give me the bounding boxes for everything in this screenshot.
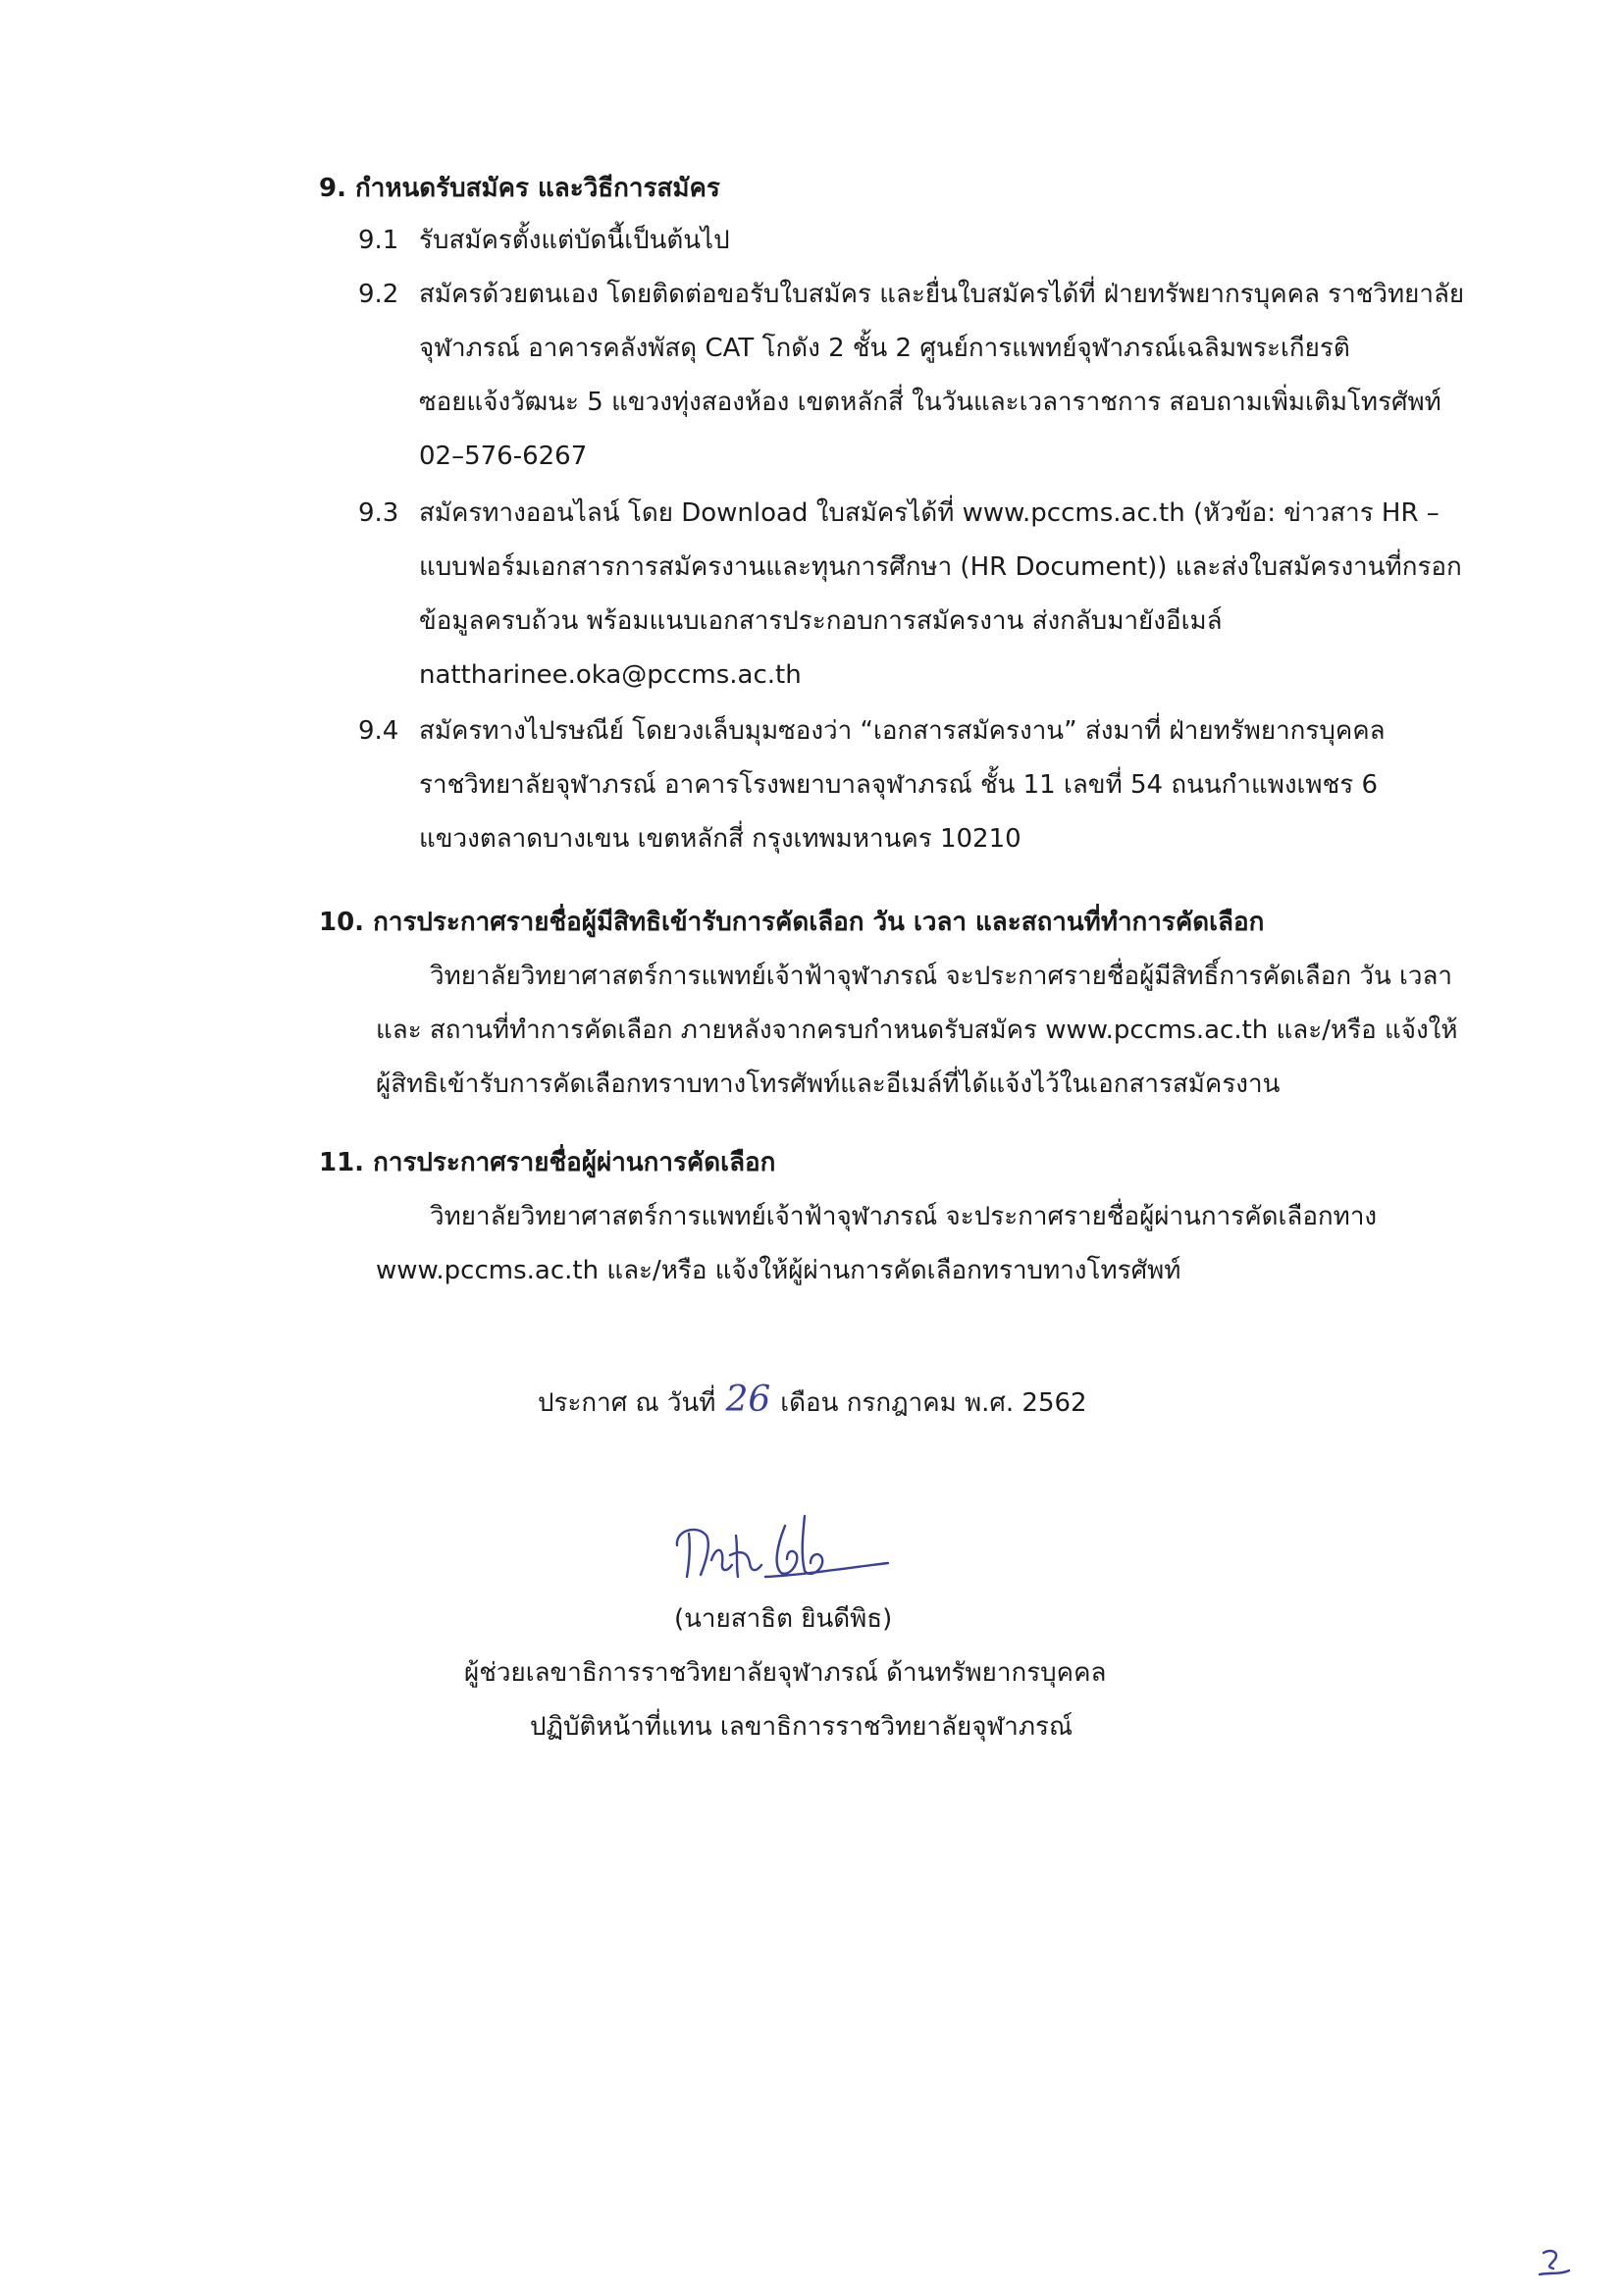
item-9-4-line-3: แขวงตลาดบางเขน เขตหลักสี่ กรุงเทพมหานคร 10210 [419, 824, 1021, 854]
section-10-line-1: วิทยาลัยวิทยาศาสตร์การแพทย์เจ้าฟ้าจุฬาภรณ์ จะประกาศรายชื่อผู้มีสิทธิ์การคัดเลือก วัน เวลา [430, 962, 1453, 991]
item-9-3-line-3: ข้อมูลครบถ้วน พร้อมแนบเอกสารประกอบการสมัครงาน ส่งกลับมายังอีเมล์ [419, 606, 1223, 636]
section-10-heading: 10. การประกาศรายชื่อผู้มีสิทธิเข้ารับการคัดเลือก วัน เวลา และสถานที่ทำการคัดเลือก [319, 908, 1265, 937]
item-9-2-line-2: จุฬาภรณ์ อาคารคลังพัสดุ CAT โกดัง 2 ชั้น 2 ศูนย์การแพทย์จุฬาภรณ์เฉลิมพระเกียรติ [419, 334, 1350, 363]
item-9-3-number: 9.3 [358, 498, 399, 528]
section-11-line-2: www.pccms.ac.th และ/หรือ แจ้งให้ผู้ผ่านการคัดเลือกทราบทางโทรศัพท์ [376, 1256, 1181, 1285]
handwritten-initial-mark [1536, 2245, 1575, 2280]
item-9-4-line-1: สมัครทางไปรษณีย์ โดยวงเล็บมุมซองว่า “เอกสารสมัครงาน” ส่งมาที่ ฝ่ายทรัพยากรบุคคล [419, 716, 1386, 746]
announcement-suffix: เดือน กรกฎาคม พ.ศ. 2562 [780, 1388, 1087, 1418]
section-9-heading: 9. กำหนดรับสมัคร และวิธีการสมัคร [319, 174, 720, 203]
item-9-3-line-2: แบบฟอร์มเอกสารการสมัครงานและทุนการศึกษา (HR Document)) และส่งใบสมัครงานที่กรอก [419, 552, 1462, 582]
item-9-4-line-2: ราชวิทยาลัยจุฬาภรณ์ อาคารโรงพยาบาลจุฬาภรณ์ ชั้น 11 เลขที่ 54 ถนนกำแพงเพชร 6 [419, 770, 1378, 800]
item-9-3-line-4: nattharinee.oka@pccms.ac.th [419, 660, 802, 690]
announcement-date [538, 1379, 1087, 1425]
signatory-position-1: ผู้ช่วยเลขาธิการราชวิทยาลัยจุฬาภรณ์ ด้านทรัพยากรบุคคล [464, 1658, 1107, 1688]
item-9-4-number: 9.4 [358, 716, 399, 746]
handwritten-signature [667, 1506, 903, 1594]
item-9-2-line-1: สมัครด้วยตนเอง โดยติดต่อขอรับใบสมัคร และยื่นใบสมัครได้ที่ ฝ่ายทรัพยากรบุคคล ราชวิทยาลัย [419, 280, 1465, 309]
announcement-prefix: ประกาศ ณ วันที่ [538, 1388, 716, 1418]
announcement-day: 26 [725, 1380, 771, 1420]
item-9-3-line-1: สมัครทางออนไลน์ โดย Download ใบสมัครได้ที่ www.pccms.ac.th (หัวข้อ: ข่าวสาร HR – [419, 498, 1440, 528]
item-9-1-line-1: รับสมัครตั้งแต่บัดนี้เป็นต้นไป [419, 226, 730, 255]
item-9-2-line-4: 02–576-6267 [419, 442, 588, 471]
signatory-position-2: ปฏิบัติหน้าที่แทน เลขาธิการราชวิทยาลัยจุฬาภรณ์ [530, 1712, 1073, 1742]
item-9-2-number: 9.2 [358, 280, 399, 309]
item-9-1-number: 9.1 [358, 226, 399, 255]
section-10-line-2: และ สถานที่ทำการคัดเลือก ภายหลังจากครบกำหนดรับสมัคร www.pccms.ac.th และ/หรือ แจ้งให้ [376, 1016, 1458, 1045]
section-11-line-1: วิทยาลัยวิทยาศาสตร์การแพทย์เจ้าฟ้าจุฬาภรณ์ จะประกาศรายชื่อผู้ผ่านการคัดเลือกทาง [430, 1202, 1378, 1231]
signatory-name: (นายสาธิต ยินดีพิธ) [674, 1604, 893, 1634]
section-10-line-3: ผู้สิทธิเข้ารับการคัดเลือกทราบทางโทรศัพท์และอีเมล์ที่ได้แจ้งไว้ในเอกสารสมัครงาน [376, 1070, 1281, 1099]
item-9-2-line-3: ซอยแจ้งวัฒนะ 5 แขวงทุ่งสองห้อง เขตหลักสี่ ในวันและเวลาราชการ สอบถามเพิ่มเติมโทรศัพท์ [419, 388, 1441, 417]
section-11-heading: 11. การประกาศรายชื่อผู้ผ่านการคัดเลือก [319, 1148, 776, 1177]
